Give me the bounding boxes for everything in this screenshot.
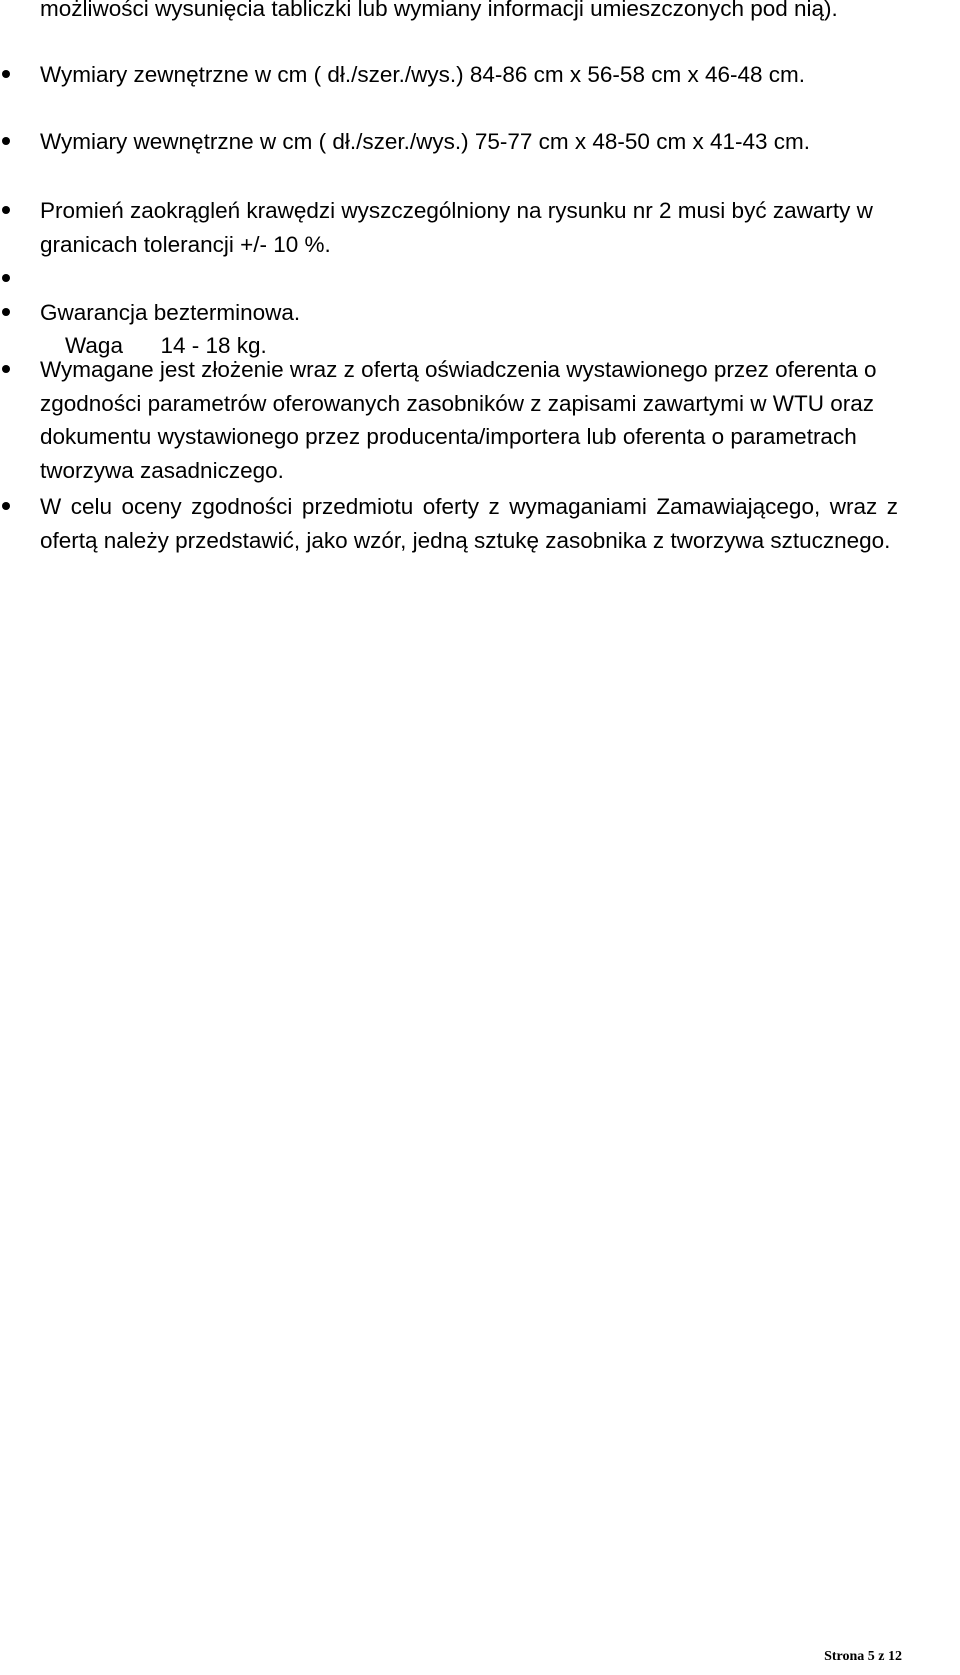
bullet-icon [2, 70, 10, 78]
list-item [40, 296, 890, 330]
list-item-text: Wymiary wewnętrzne w cm ( dł./szer./wys.) 75-77 cm x 48-50 cm x 41-43 cm. [40, 129, 810, 154]
bullet-icon [2, 308, 10, 316]
list-item-text: Waga 14 - 18 kg. [65, 333, 267, 358]
list-item-text: Gwarancja bezterminowa. [40, 300, 301, 325]
list-item [40, 125, 886, 159]
list-item [40, 490, 898, 557]
list-item-text: W celu oceny zgodności przedmiotu oferty z wymaganiami Zamawiającego, wraz z ofertą należy przedstawić, jako wzór, jedną sztukę zasobnika z tworzywa sztucznego. [40, 494, 898, 553]
bullet-icon [2, 502, 10, 510]
bullet-icon [2, 206, 10, 214]
list-item [40, 353, 898, 487]
bullet-icon [2, 137, 10, 145]
bullet-icon [2, 365, 10, 373]
page-number: Strona 5 z 12 [824, 1649, 902, 1664]
bullet-icon [2, 274, 10, 282]
list-item-text: Promień zaokrągleń krawędzi wyszczególniony na rysunku nr 2 musi być zawarty w granicach tolerancji +/- 10 %. [40, 198, 873, 257]
list-item [40, 194, 890, 261]
list-item-text: Wymagane jest złożenie wraz z ofertą oświadczenia wystawionego przez oferenta o zgodności parametrów oferowanych zasobników z zapisami zawartymi w WTU oraz dokumentu wystawionego przez producenta/importera lub oferenta o parametrach tworzywa zasadniczego. [40, 357, 877, 483]
continuation-paragraph: możliwości wysunięcia tabliczki lub wymiany informacji umieszczonych pod nią). [40, 0, 838, 21]
list-item-text: Wymiary zewnętrzne w cm ( dł./szer./wys.) 84-86 cm x 56-58 cm x 46-48 cm. [40, 62, 805, 87]
list-item [40, 58, 886, 92]
